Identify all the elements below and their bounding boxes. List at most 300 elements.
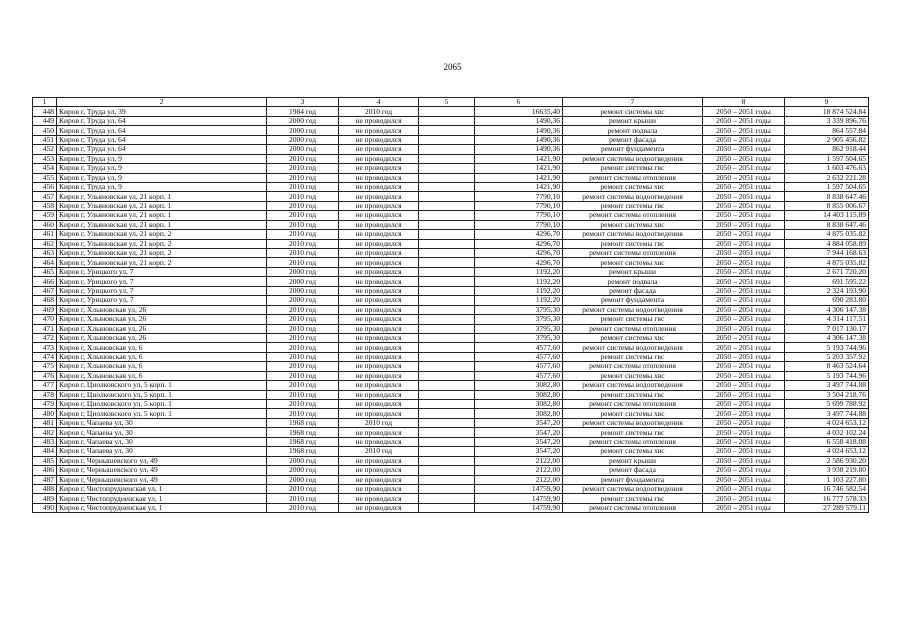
table-row bbox=[33, 239, 869, 248]
cell-row-number: 477 bbox=[33, 381, 57, 390]
table-row bbox=[33, 154, 869, 163]
cell-work-type: ремонт фасада bbox=[563, 135, 703, 144]
cell-area: 3082,80 bbox=[475, 400, 563, 409]
cell-row-number: 448 bbox=[33, 107, 57, 116]
cell-col-5 bbox=[419, 154, 475, 163]
cell-col-5 bbox=[419, 400, 475, 409]
cell-address: Киров г, Чернышевского ул, 49 bbox=[57, 466, 267, 475]
cell-period: 2050 – 2051 годы bbox=[703, 400, 785, 409]
cell-address: Киров г, Ульяновская ул, 21 корп. 2 bbox=[57, 239, 267, 248]
cell-build-year: 2010 год bbox=[267, 494, 339, 503]
cell-cost: 2 324 193.90 bbox=[785, 286, 869, 295]
cell-cost: 5 193 744.96 bbox=[785, 343, 869, 352]
cell-address: Киров г, Чапаева ул, 30 bbox=[57, 447, 267, 456]
cell-last-repair-year: не проводился bbox=[339, 315, 419, 324]
cell-area: 3547,20 bbox=[475, 418, 563, 427]
cell-address: Киров г, Хлыновская ул, 26 bbox=[57, 315, 267, 324]
cell-build-year: 2010 год bbox=[267, 371, 339, 380]
cell-row-number: 453 bbox=[33, 154, 57, 163]
cell-cost: 3 504 218.76 bbox=[785, 390, 869, 399]
cell-cost: 16 777 578.33 bbox=[785, 494, 869, 503]
cell-last-repair-year: не проводился bbox=[339, 296, 419, 305]
cell-last-repair-year: не проводился bbox=[339, 475, 419, 484]
cell-build-year: 2010 год bbox=[267, 324, 339, 333]
cell-last-repair-year: не проводился bbox=[339, 211, 419, 220]
cell-col-5 bbox=[419, 230, 475, 239]
cell-build-year: 2010 год bbox=[267, 305, 339, 314]
cell-period: 2050 – 2051 годы bbox=[703, 418, 785, 427]
cell-address: Киров г, Чапаева ул, 30 bbox=[57, 437, 267, 446]
cell-period: 2050 – 2051 годы bbox=[703, 447, 785, 456]
cell-build-year: 1968 год bbox=[267, 437, 339, 446]
cell-period: 2050 – 2051 годы bbox=[703, 352, 785, 361]
cell-last-repair-year: 2010 год bbox=[339, 447, 419, 456]
table-row bbox=[33, 400, 869, 409]
cell-area: 7790,10 bbox=[475, 211, 563, 220]
cell-cost: 6 558 418.08 bbox=[785, 437, 869, 446]
cell-col-5 bbox=[419, 418, 475, 427]
cell-row-number: 449 bbox=[33, 116, 57, 125]
cell-work-type: ремонт фасада bbox=[563, 466, 703, 475]
cell-period: 2050 – 2051 годы bbox=[703, 173, 785, 182]
header-cell-cost: 9 bbox=[785, 98, 869, 107]
cell-cost: 27 289 579.11 bbox=[785, 503, 869, 512]
cell-col-5 bbox=[419, 192, 475, 201]
cell-row-number: 487 bbox=[33, 475, 57, 484]
cell-build-year: 2010 год bbox=[267, 154, 339, 163]
cell-work-type: ремонт системы гвс bbox=[563, 352, 703, 361]
table-row bbox=[33, 305, 869, 314]
cell-row-number: 452 bbox=[33, 145, 57, 154]
cell-period: 2050 – 2051 годы bbox=[703, 192, 785, 201]
cell-area: 1421,90 bbox=[475, 154, 563, 163]
cell-area: 4296,70 bbox=[475, 258, 563, 267]
cell-cost: 3 497 744.88 bbox=[785, 381, 869, 390]
cell-area: 3547,20 bbox=[475, 428, 563, 437]
cell-row-number: 478 bbox=[33, 390, 57, 399]
cell-work-type: ремонт системы гвс bbox=[563, 164, 703, 173]
cell-col-5 bbox=[419, 220, 475, 229]
cell-period: 2050 – 2051 годы bbox=[703, 286, 785, 295]
cell-row-number: 484 bbox=[33, 447, 57, 456]
cell-period: 2050 – 2051 годы bbox=[703, 267, 785, 276]
cell-row-number: 470 bbox=[33, 315, 57, 324]
cell-row-number: 486 bbox=[33, 466, 57, 475]
cell-address: Киров г, Ульяновская ул, 21 корп. 1 bbox=[57, 201, 267, 210]
cell-col-5 bbox=[419, 466, 475, 475]
cell-row-number: 468 bbox=[33, 296, 57, 305]
cell-period: 2050 – 2051 годы bbox=[703, 135, 785, 144]
cell-build-year: 2010 год bbox=[267, 381, 339, 390]
cell-last-repair-year: не проводился bbox=[339, 343, 419, 352]
cell-period: 2050 – 2051 годы bbox=[703, 201, 785, 210]
cell-row-number: 479 bbox=[33, 400, 57, 409]
cell-col-5 bbox=[419, 315, 475, 324]
cell-area: 1490,36 bbox=[475, 135, 563, 144]
cell-area: 3082,80 bbox=[475, 381, 563, 390]
cell-cost: 4 024 653.12 bbox=[785, 447, 869, 456]
cell-build-year: 2010 год bbox=[267, 390, 339, 399]
cell-last-repair-year: не проводился bbox=[339, 164, 419, 173]
cell-area: 3795,30 bbox=[475, 315, 563, 324]
cell-period: 2050 – 2051 годы bbox=[703, 503, 785, 512]
cell-address: Киров г, Чернышевского ул, 49 bbox=[57, 475, 267, 484]
cell-cost: 691 595.22 bbox=[785, 277, 869, 286]
cell-address: Киров г, Труда ул, 64 bbox=[57, 126, 267, 135]
cell-address: Киров г, Труда ул, 9 bbox=[57, 154, 267, 163]
cell-address: Киров г, Хлыновская ул, 6 bbox=[57, 343, 267, 352]
table-row bbox=[33, 494, 869, 503]
cell-col-5 bbox=[419, 258, 475, 267]
cell-period: 2050 – 2051 годы bbox=[703, 305, 785, 314]
cell-row-number: 462 bbox=[33, 239, 57, 248]
cell-col-5 bbox=[419, 173, 475, 182]
cell-col-5 bbox=[419, 381, 475, 390]
cell-period: 2050 – 2051 годы bbox=[703, 343, 785, 352]
cell-row-number: 472 bbox=[33, 333, 57, 342]
cell-last-repair-year: не проводился bbox=[339, 277, 419, 286]
cell-col-5 bbox=[419, 371, 475, 380]
cell-address: Киров г, Циолковского ул, 5 корп. 1 bbox=[57, 390, 267, 399]
cell-address: Киров г, Ульяновская ул, 21 корп. 1 bbox=[57, 192, 267, 201]
cell-build-year: 2010 год bbox=[267, 182, 339, 191]
cell-row-number: 458 bbox=[33, 201, 57, 210]
cell-build-year: 2010 год bbox=[267, 258, 339, 267]
cell-last-repair-year: не проводился bbox=[339, 456, 419, 465]
cell-row-number: 465 bbox=[33, 267, 57, 276]
cell-work-type: ремонт системы хвс bbox=[563, 258, 703, 267]
cell-col-5 bbox=[419, 447, 475, 456]
cell-build-year: 2000 год bbox=[267, 267, 339, 276]
cell-period: 2050 – 2051 годы bbox=[703, 315, 785, 324]
cell-row-number: 488 bbox=[33, 484, 57, 493]
cell-row-number: 467 bbox=[33, 286, 57, 295]
cell-last-repair-year: не проводился bbox=[339, 352, 419, 361]
cell-last-repair-year: не проводился bbox=[339, 333, 419, 342]
cell-build-year: 2010 год bbox=[267, 409, 339, 418]
cell-area: 4577,60 bbox=[475, 343, 563, 352]
cell-row-number: 481 bbox=[33, 418, 57, 427]
cell-row-number: 485 bbox=[33, 456, 57, 465]
cell-address: Киров г, Циолковского ул, 5 корп. 1 bbox=[57, 409, 267, 418]
cell-row-number: 489 bbox=[33, 494, 57, 503]
cell-row-number: 464 bbox=[33, 258, 57, 267]
cell-area: 3082,80 bbox=[475, 409, 563, 418]
table-row bbox=[33, 267, 869, 276]
cell-row-number: 455 bbox=[33, 173, 57, 182]
cell-last-repair-year: 2010 год bbox=[339, 107, 419, 116]
cell-address: Киров г, Урицкого ул, 7 bbox=[57, 296, 267, 305]
table-row bbox=[33, 182, 869, 191]
cell-col-5 bbox=[419, 286, 475, 295]
cell-area: 1192,20 bbox=[475, 277, 563, 286]
cell-work-type: ремонт подвала bbox=[563, 126, 703, 135]
cell-cost: 3 339 896.76 bbox=[785, 116, 869, 125]
cell-area: 3795,30 bbox=[475, 305, 563, 314]
cell-area: 4296,70 bbox=[475, 249, 563, 258]
cell-col-5 bbox=[419, 475, 475, 484]
cell-work-type: ремонт системы хвс bbox=[563, 182, 703, 191]
cell-period: 2050 – 2051 годы bbox=[703, 258, 785, 267]
table-row bbox=[33, 437, 869, 446]
table-row bbox=[33, 296, 869, 305]
cell-work-type: ремонт системы водоотведения bbox=[563, 305, 703, 314]
table-row bbox=[33, 249, 869, 258]
cell-last-repair-year: не проводился bbox=[339, 220, 419, 229]
cell-col-5 bbox=[419, 305, 475, 314]
cell-work-type: ремонт системы отопления bbox=[563, 503, 703, 512]
cell-period: 2050 – 2051 годы bbox=[703, 145, 785, 154]
cell-address: Киров г, Урицкого ул, 7 bbox=[57, 267, 267, 276]
cell-address: Киров г, Ульяновская ул, 21 корп. 2 bbox=[57, 258, 267, 267]
cell-address: Киров г, Чистопрудненская ул, 1 bbox=[57, 484, 267, 493]
table-row bbox=[33, 333, 869, 342]
cell-address: Киров г, Чистопрудненская ул, 1 bbox=[57, 494, 267, 503]
cell-area: 4577,60 bbox=[475, 371, 563, 380]
cell-address: Киров г, Труда ул, 9 bbox=[57, 173, 267, 182]
cell-last-repair-year: не проводился bbox=[339, 390, 419, 399]
cell-last-repair-year: не проводился bbox=[339, 192, 419, 201]
table-row bbox=[33, 409, 869, 418]
cell-address: Киров г, Хлыновская ул, 26 bbox=[57, 324, 267, 333]
table-row bbox=[33, 220, 869, 229]
cell-period: 2050 – 2051 годы bbox=[703, 296, 785, 305]
cell-period: 2050 – 2051 годы bbox=[703, 390, 785, 399]
cell-work-type: ремонт системы водоотведения bbox=[563, 230, 703, 239]
cell-row-number: 459 bbox=[33, 211, 57, 220]
cell-row-number: 451 bbox=[33, 135, 57, 144]
cell-col-5 bbox=[419, 324, 475, 333]
cell-area: 4296,70 bbox=[475, 230, 563, 239]
cell-period: 2050 – 2051 годы bbox=[703, 324, 785, 333]
cell-work-type: ремонт фундамента bbox=[563, 475, 703, 484]
cell-row-number: 476 bbox=[33, 371, 57, 380]
table-row bbox=[33, 201, 869, 210]
cell-build-year: 2000 год bbox=[267, 286, 339, 295]
cell-last-repair-year: не проводился bbox=[339, 182, 419, 191]
cell-period: 2050 – 2051 годы bbox=[703, 333, 785, 342]
table-row bbox=[33, 145, 869, 154]
cell-col-5 bbox=[419, 503, 475, 512]
header-cell-last-repair-year: 4 bbox=[339, 98, 419, 107]
cell-col-5 bbox=[419, 211, 475, 220]
table-row bbox=[33, 230, 869, 239]
cell-col-5 bbox=[419, 296, 475, 305]
table-row bbox=[33, 173, 869, 182]
cell-col-5 bbox=[419, 456, 475, 465]
cell-work-type: ремонт системы водоотведения bbox=[563, 154, 703, 163]
cell-area: 7790,10 bbox=[475, 201, 563, 210]
header-cell-row-number: 1 bbox=[33, 98, 57, 107]
table-row bbox=[33, 164, 869, 173]
cell-build-year: 2010 год bbox=[267, 315, 339, 324]
table-row bbox=[33, 135, 869, 144]
cell-address: Киров г, Урицкого ул, 7 bbox=[57, 286, 267, 295]
cell-row-number: 490 bbox=[33, 503, 57, 512]
cell-work-type: ремонт системы водоотведения bbox=[563, 192, 703, 201]
table-row bbox=[33, 107, 869, 116]
cell-cost: 3 938 219.80 bbox=[785, 466, 869, 475]
cell-build-year: 2000 год bbox=[267, 145, 339, 154]
cell-period: 2050 – 2051 годы bbox=[703, 220, 785, 229]
cell-row-number: 480 bbox=[33, 409, 57, 418]
cell-period: 2050 – 2051 годы bbox=[703, 107, 785, 116]
table-row bbox=[33, 315, 869, 324]
cell-work-type: ремонт системы гвс bbox=[563, 201, 703, 210]
cell-row-number: 482 bbox=[33, 428, 57, 437]
cell-row-number: 460 bbox=[33, 220, 57, 229]
cell-last-repair-year: не проводился bbox=[339, 362, 419, 371]
cell-area: 3795,30 bbox=[475, 333, 563, 342]
cell-col-5 bbox=[419, 201, 475, 210]
cell-work-type: ремонт фундамента bbox=[563, 145, 703, 154]
cell-address: Киров г, Труда ул, 64 bbox=[57, 145, 267, 154]
cell-address: Киров г, Труда ул, 64 bbox=[57, 135, 267, 144]
cell-area: 1192,20 bbox=[475, 286, 563, 295]
cell-row-number: 466 bbox=[33, 277, 57, 286]
table-row bbox=[33, 484, 869, 493]
table-row bbox=[33, 211, 869, 220]
cell-work-type: ремонт системы хвс bbox=[563, 447, 703, 456]
cell-address: Киров г, Чистопрудненская ул, 1 bbox=[57, 503, 267, 512]
cell-build-year: 2010 год bbox=[267, 192, 339, 201]
cell-address: Киров г, Ульяновская ул, 21 корп. 1 bbox=[57, 220, 267, 229]
cell-work-type: ремонт системы отопления bbox=[563, 362, 703, 371]
cell-address: Киров г, Труда ул, 39 bbox=[57, 107, 267, 116]
table-header-row bbox=[33, 98, 869, 107]
cell-work-type: ремонт фасада bbox=[563, 286, 703, 295]
cell-last-repair-year: не проводился bbox=[339, 503, 419, 512]
cell-work-type: ремонт системы хвс bbox=[563, 333, 703, 342]
cell-last-repair-year: не проводился bbox=[339, 428, 419, 437]
cell-cost: 2 905 456.82 bbox=[785, 135, 869, 144]
cell-cost: 1 597 504.65 bbox=[785, 182, 869, 191]
cell-col-5 bbox=[419, 390, 475, 399]
cell-col-5 bbox=[419, 164, 475, 173]
cell-period: 2050 – 2051 годы bbox=[703, 456, 785, 465]
cell-period: 2050 – 2051 годы bbox=[703, 381, 785, 390]
cell-cost: 7 017 130.17 bbox=[785, 324, 869, 333]
cell-cost: 4 306 147.38 bbox=[785, 305, 869, 314]
cell-cost: 8 838 647.46 bbox=[785, 192, 869, 201]
table-row bbox=[33, 418, 869, 427]
cell-row-number: 461 bbox=[33, 230, 57, 239]
table-row bbox=[33, 456, 869, 465]
cell-col-5 bbox=[419, 107, 475, 116]
cell-cost: 862 918.44 bbox=[785, 145, 869, 154]
cell-area: 16635,40 bbox=[475, 107, 563, 116]
cell-row-number: 469 bbox=[33, 305, 57, 314]
cell-cost: 4 314 117.51 bbox=[785, 315, 869, 324]
table-row bbox=[33, 447, 869, 456]
cell-last-repair-year: не проводился bbox=[339, 484, 419, 493]
cell-build-year: 2010 год bbox=[267, 201, 339, 210]
table-row bbox=[33, 116, 869, 125]
cell-col-5 bbox=[419, 494, 475, 503]
cell-address: Киров г, Труда ул, 9 bbox=[57, 182, 267, 191]
cell-last-repair-year: не проводился bbox=[339, 494, 419, 503]
cell-cost: 2 632 221.28 bbox=[785, 173, 869, 182]
cell-area: 1490,36 bbox=[475, 145, 563, 154]
cell-cost: 864 557.84 bbox=[785, 126, 869, 135]
cell-work-type: ремонт системы водоотведения bbox=[563, 343, 703, 352]
cell-address: Киров г, Чапаева ул, 30 bbox=[57, 418, 267, 427]
cell-area: 14759,90 bbox=[475, 484, 563, 493]
works-table bbox=[32, 97, 869, 513]
cell-build-year: 2000 год bbox=[267, 456, 339, 465]
cell-cost: 1 597 504.65 bbox=[785, 154, 869, 163]
cell-last-repair-year: не проводился bbox=[339, 371, 419, 380]
cell-address: Киров г, Циолковского ул, 5 корп. 1 bbox=[57, 381, 267, 390]
cell-build-year: 2010 год bbox=[267, 220, 339, 229]
cell-build-year: 2000 год bbox=[267, 466, 339, 475]
cell-build-year: 2010 год bbox=[267, 239, 339, 248]
cell-work-type: ремонт подвала bbox=[563, 277, 703, 286]
header-cell-address: 2 bbox=[57, 98, 267, 107]
cell-col-5 bbox=[419, 126, 475, 135]
cell-build-year: 1968 год bbox=[267, 447, 339, 456]
cell-address: Киров г, Циолковского ул, 5 корп. 1 bbox=[57, 400, 267, 409]
cell-last-repair-year: не проводился bbox=[339, 135, 419, 144]
cell-area: 2122,00 bbox=[475, 456, 563, 465]
cell-build-year: 2010 год bbox=[267, 400, 339, 409]
cell-area: 7790,10 bbox=[475, 220, 563, 229]
cell-cost: 16 746 582.54 bbox=[785, 484, 869, 493]
cell-area: 2122,00 bbox=[475, 466, 563, 475]
cell-work-type: ремонт системы гвс bbox=[563, 428, 703, 437]
cell-last-repair-year: не проводился bbox=[339, 258, 419, 267]
cell-period: 2050 – 2051 годы bbox=[703, 362, 785, 371]
cell-work-type: ремонт системы гвс bbox=[563, 494, 703, 503]
cell-col-5 bbox=[419, 135, 475, 144]
cell-period: 2050 – 2051 годы bbox=[703, 371, 785, 380]
cell-address: Киров г, Хлыновская ул, 6 bbox=[57, 352, 267, 361]
cell-work-type: ремонт крыши bbox=[563, 267, 703, 276]
cell-build-year: 2010 год bbox=[267, 362, 339, 371]
cell-build-year: 2010 год bbox=[267, 164, 339, 173]
cell-period: 2050 – 2051 годы bbox=[703, 484, 785, 493]
cell-period: 2050 – 2051 годы bbox=[703, 466, 785, 475]
header-cell-col-5: 5 bbox=[419, 98, 475, 107]
cell-address: Киров г, Хлыновская ул, 6 bbox=[57, 362, 267, 371]
cell-work-type: ремонт системы водоотведения bbox=[563, 484, 703, 493]
cell-area: 3082,80 bbox=[475, 390, 563, 399]
cell-address: Киров г, Ульяновская ул, 21 корп. 2 bbox=[57, 249, 267, 258]
cell-period: 2050 – 2051 годы bbox=[703, 182, 785, 191]
cell-col-5 bbox=[419, 437, 475, 446]
cell-period: 2050 – 2051 годы bbox=[703, 249, 785, 258]
cell-area: 14759,90 bbox=[475, 494, 563, 503]
cell-build-year: 1984 год bbox=[267, 107, 339, 116]
cell-row-number: 454 bbox=[33, 164, 57, 173]
cell-cost: 5 699 788.92 bbox=[785, 400, 869, 409]
cell-work-type: ремонт системы отопления bbox=[563, 324, 703, 333]
cell-last-repair-year: не проводился bbox=[339, 286, 419, 295]
cell-period: 2050 – 2051 годы bbox=[703, 239, 785, 248]
works-table-container bbox=[32, 97, 869, 513]
cell-area: 1421,90 bbox=[475, 164, 563, 173]
cell-area: 3795,30 bbox=[475, 324, 563, 333]
cell-cost: 690 283.80 bbox=[785, 296, 869, 305]
cell-row-number: 473 bbox=[33, 343, 57, 352]
cell-work-type: ремонт системы водоотведения bbox=[563, 418, 703, 427]
cell-cost: 7 944 168.63 bbox=[785, 249, 869, 258]
cell-work-type: ремонт системы гвс bbox=[563, 390, 703, 399]
cell-area: 4577,60 bbox=[475, 352, 563, 361]
cell-cost: 8 838 647.46 bbox=[785, 220, 869, 229]
cell-area: 4296,70 bbox=[475, 239, 563, 248]
cell-last-repair-year: не проводился bbox=[339, 466, 419, 475]
